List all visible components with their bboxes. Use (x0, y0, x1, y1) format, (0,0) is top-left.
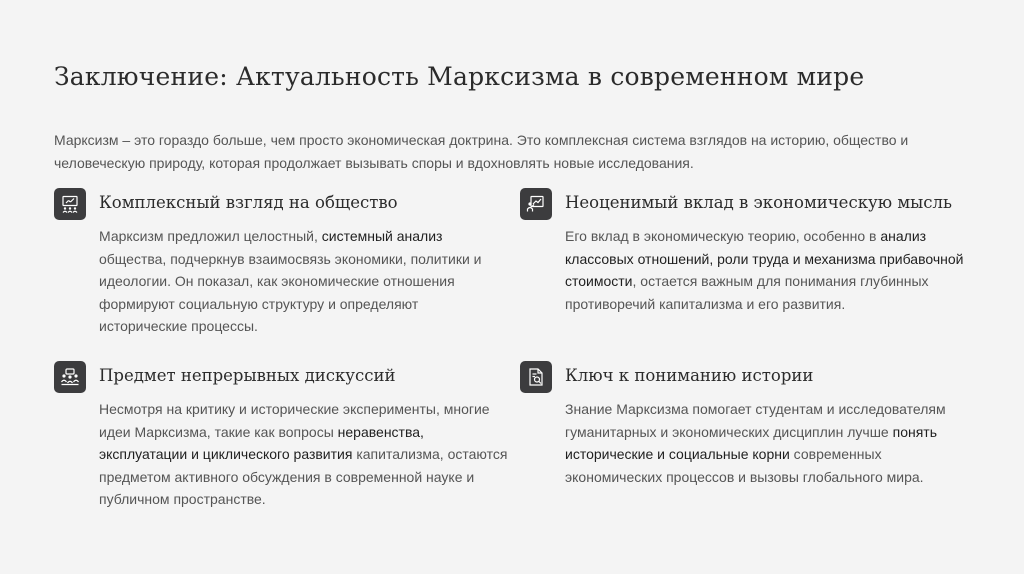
card-body-line: общества, подчеркнув взаимосвязь экономики, политики и (99, 250, 482, 267)
intro-paragraph (54, 129, 954, 175)
presentation-board-icon (54, 188, 86, 220)
card-body-line: Марксизм предложил целостный, системный анализ (99, 228, 443, 244)
card-body-line: Несмотря на критику и исторические эксперименты, многие (99, 401, 490, 417)
document-search-icon (520, 361, 552, 393)
card-body-line: стоимости, остается важным для понимания глубинных (565, 273, 929, 289)
card-body (565, 225, 964, 315)
card-body-line: публичном пространстве. (99, 491, 266, 507)
card-body-line: идеи Марксизма, такие как вопросы неравенства, (99, 423, 424, 440)
page-title: Заключение: Актуальность Марксизма в современном мире (54, 62, 865, 91)
card-body-line: исторические процессы. (99, 318, 258, 334)
chart-easel-icon (520, 188, 552, 220)
card-body-line: экономических процессов и вызовы глобального мира. (565, 468, 924, 485)
card-body-line: гуманитарных и экономических дисциплин лучше понять (565, 423, 938, 440)
card-body (565, 398, 946, 488)
card-body-line: предметом активного обсуждения в современной науке и (99, 468, 475, 485)
card-body-line: формируют социальную структуру и определяют (99, 295, 419, 312)
discussion-group-icon (54, 361, 86, 393)
card-body (99, 225, 482, 338)
intro-line: человеческую природу, которая продолжает вызывать споры и вдохновлять новые исследования. (54, 155, 694, 171)
card-title: Комплексный взгляд на общество (99, 193, 398, 212)
card-title: Ключ к пониманию истории (565, 366, 814, 385)
card-body (99, 398, 507, 511)
card-title: Неоценимый вклад в экономическую мысль (565, 193, 952, 212)
intro-line: Марксизм – это гораздо больше, чем просто экономическая доктрина. Это комплексная система взглядов на историю, общество и (54, 132, 909, 148)
card-body-line: исторические и социальные корни современных (565, 446, 882, 462)
card-body-line: эксплуатации и циклического развития капитализма, остаются (99, 446, 508, 462)
card-body-line: классовых отношений, роли труда и механизма прибавочной (565, 250, 964, 267)
card-body-line: идеологии. Он показал, как экономические отношения (99, 273, 455, 289)
card-title: Предмет непрерывных дискуссий (99, 366, 396, 385)
card-body-line: Его вклад в экономическую теорию, особенно в анализ (565, 228, 927, 244)
card-body-line: Знание Марксизма помогает студентам и исследователям (565, 401, 946, 417)
card-body-line: противоречий капитализма и его развития. (565, 295, 846, 312)
